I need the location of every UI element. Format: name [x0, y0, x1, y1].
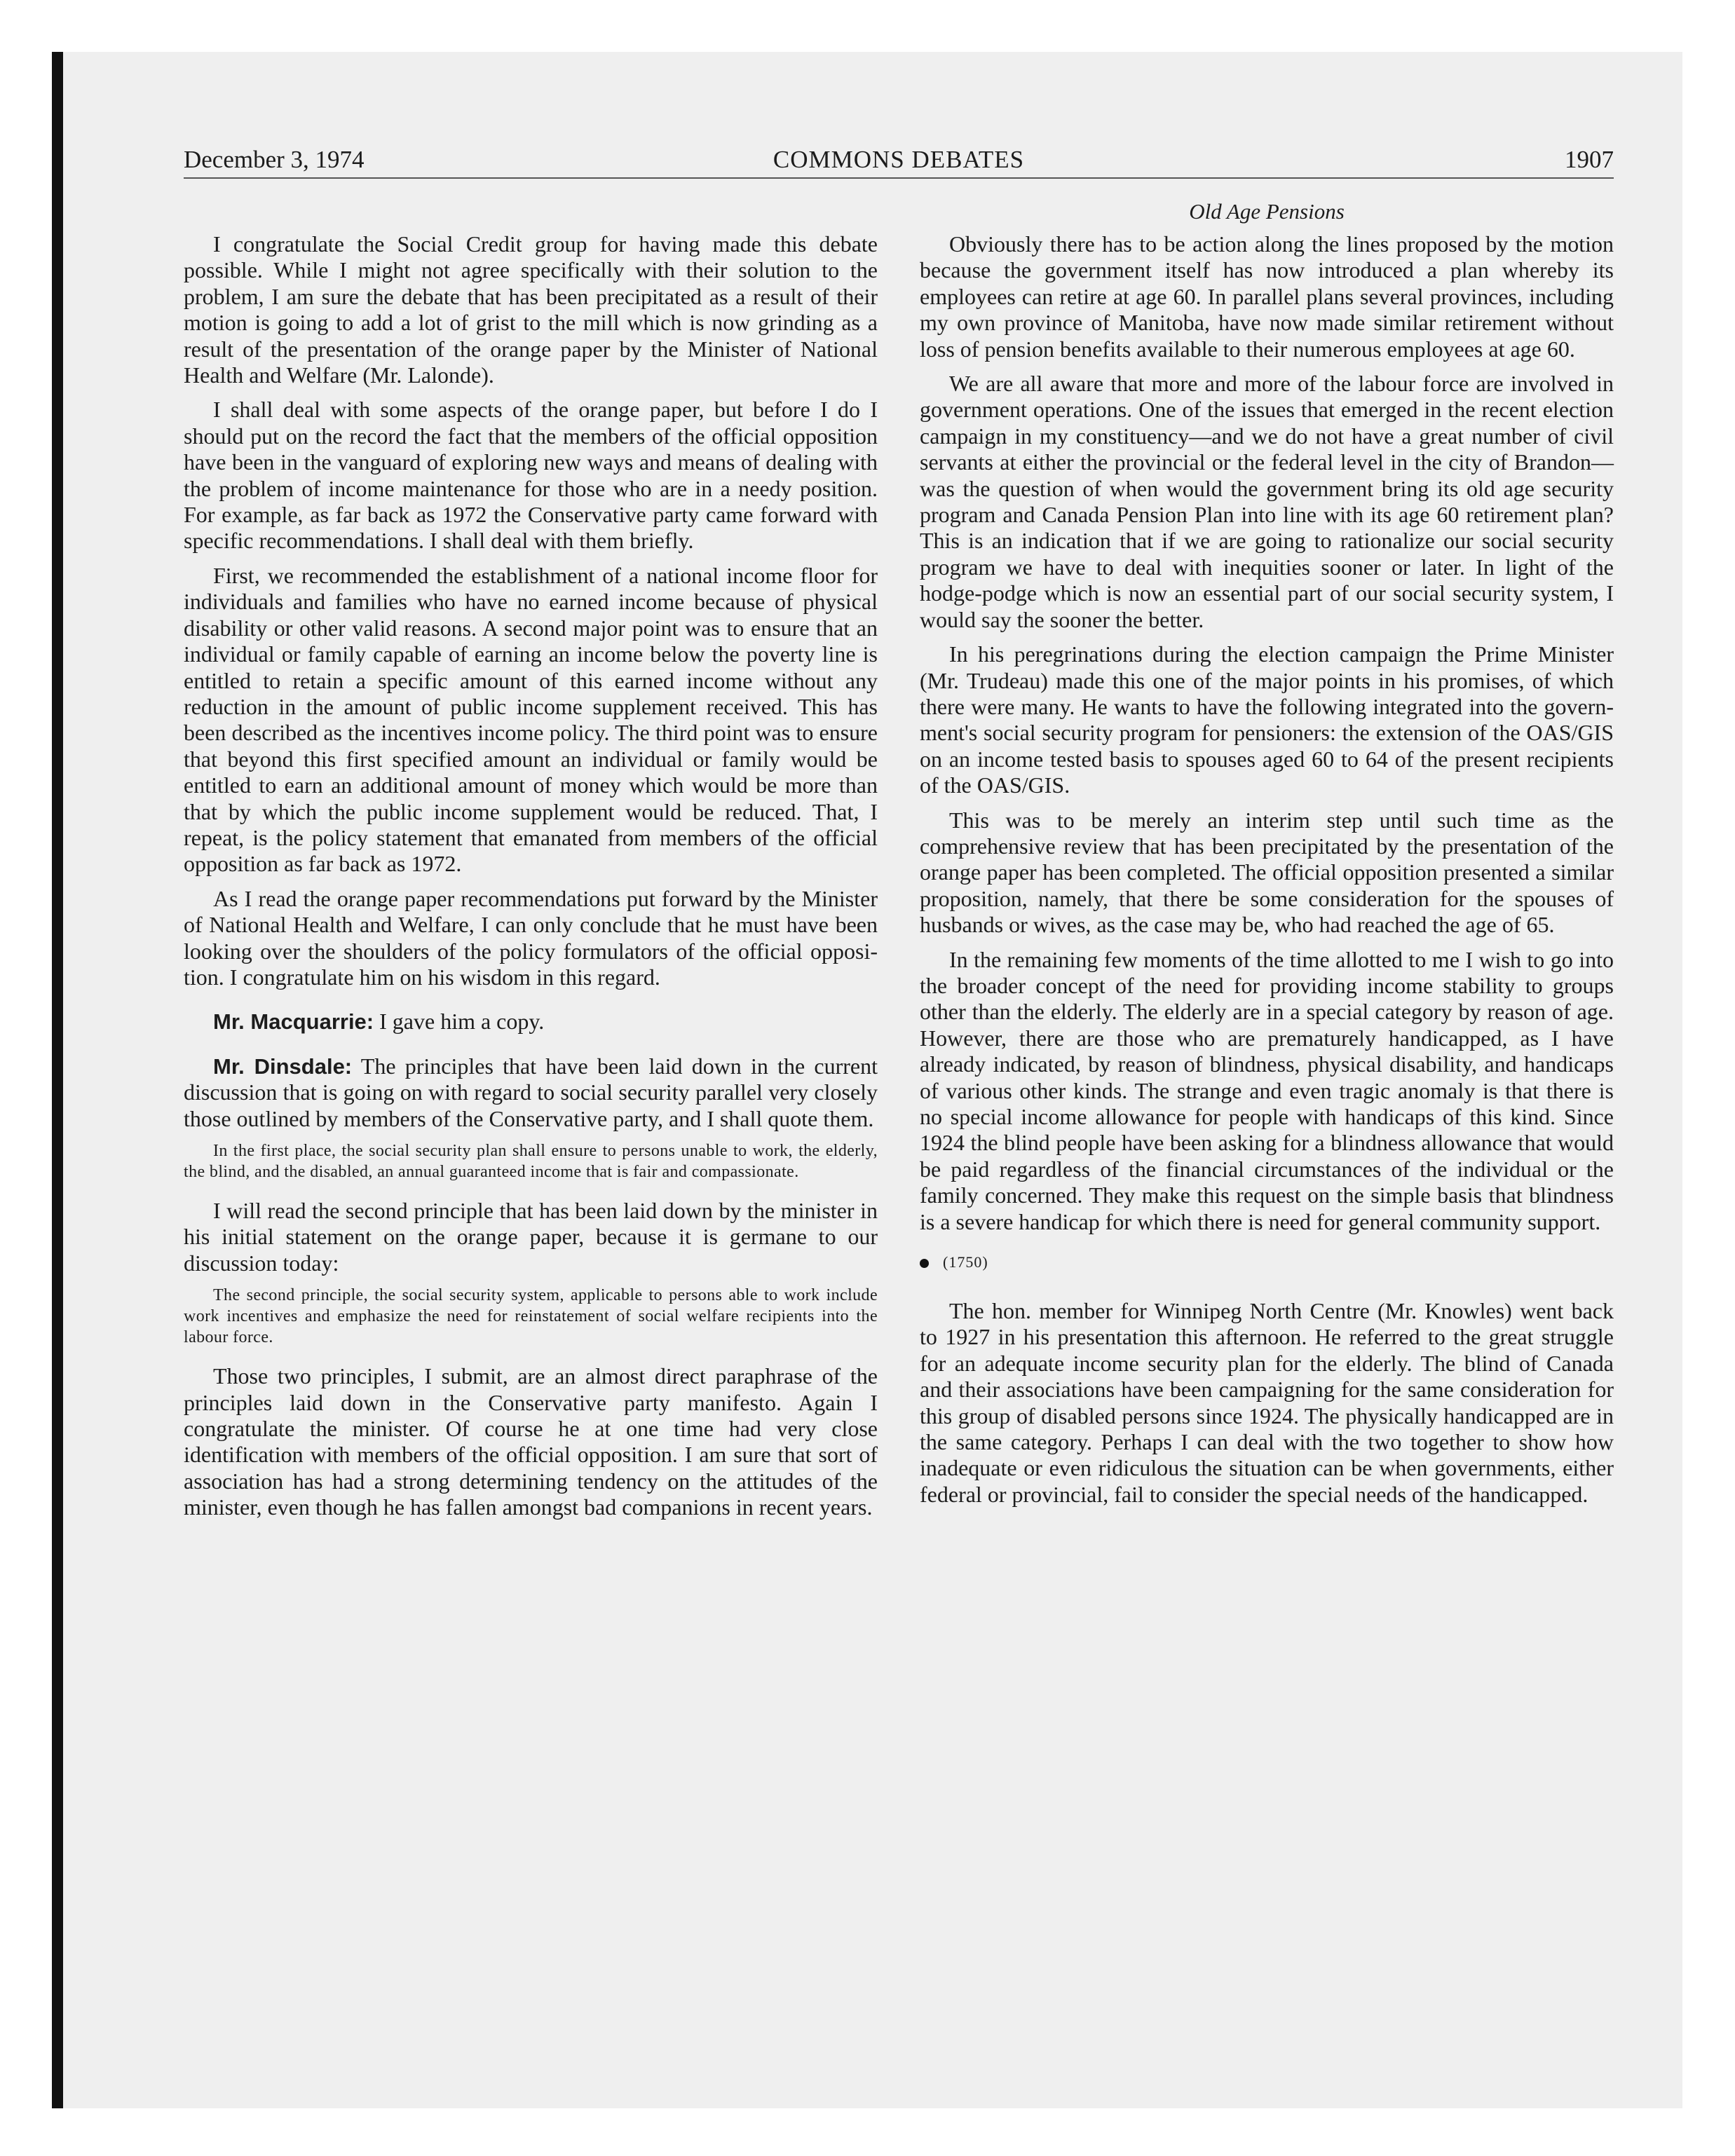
header-rule — [184, 177, 1614, 179]
time-stamp-text: (1750) — [943, 1253, 988, 1271]
speaker-name: Mr. Dinsdale: — [213, 1053, 353, 1079]
paragraph: We are all aware that more and more of the labour force are involved in government operations. One of the issues that emerged in the recent election campaign in my constituency—and we do not have a great number of civil servants at either the provincial or the federal level in the city of Brandon—was the question of when would the government bring its old age security program and Canada Pension Plan into line with its age 60 retirement plan? This is an indication that if we are going to rationalize our social security program we have to deal with inequities sooner or later. In light of the hodge-podge which is now an essential part of our social security system, I would say the sooner the better. — [920, 371, 1614, 632]
paragraph: I congratulate the Social Credit group for having made this debate possible. While I might not agree specifically with their solution to the problem, I am sure the debate that has been precipitated as a result of their motion is going to add a lot of grist to the mill which is now grinding as a result of the presentation of the orange paper by the Minister of National Health and Welfare (Mr. Lalonde). — [184, 231, 878, 388]
paragraph: Obviously there has to be action along the lines proposed by the motion because the government itself has now introduced a plan whereby its employees can retire at age 60. In parallel plans several provinces, including my own province of Manitoba, have now made similar retirement without loss of pension benefits available to their numerous employees at age 60. — [920, 231, 1614, 362]
page-number: 1907 — [1565, 146, 1614, 173]
paragraph: I shall deal with some aspects of the orange paper, but before I do I should put on the record the fact that the members of the official opposition have been in the vanguard of exploring new ways and means of dealing with the problem of income maintenance for those who are in a needy position. For example, as far back as 1972 the Conservative party came forward with specific recommendations. I shall deal with them briefly. — [184, 397, 878, 554]
paragraph: Those two principles, I submit, are an almost direct paraphrase of the principles laid down in the Conservative party manifesto. Again I congratulate the minister. Of course he at one time had very close identification with members of the official opposition. I am sure that sort of association has had a strong determining tendency on the attitudes of the minister, even though he has fallen amongst bad companions in recent years. — [184, 1363, 878, 1520]
bullet-icon — [920, 1259, 929, 1268]
speech-dinsdale — [184, 1053, 878, 1132]
paragraph: This was to be merely an interim step until such time as the comprehensive review that has been precipitated by the presentation of the orange paper has been completed. The official opposition presented a similar proposition, namely, that there be some consideration for the spouses of husbands or wives, as the case may be, who had reached the age of 65. — [920, 807, 1614, 938]
right-column — [920, 231, 1614, 1516]
paragraph: The hon. member for Winnipeg North Centre (Mr. Knowles) went back to 1927 in his presentation this afternoon. He referred to the great struggle for an adequate income security plan for the elderly. The blind of Canada and their associations have been campaigning for the same consideration for this group of disabled persons since 1924. The physically handicapped are in the same category. Perhaps I can deal with the two together to show how inadequate or even ridiculous the situation can be when governments, either federal or provincial, fail to consider the special needs of the handicapped. — [920, 1298, 1614, 1507]
speech-text: The principles that have been laid down in the current discussion that is going on with regard to social security parallel very closely those outlined by members of the Conservative party, and I shall quote them. — [184, 1053, 878, 1131]
header-title: COMMONS DEBATES — [773, 146, 1025, 173]
paragraph: I will read the second principle that has been laid down by the minister in his initial statement on the orange paper, because it is germane to our discussion today: — [184, 1198, 878, 1276]
header-date: December 3, 1974 — [184, 146, 365, 173]
running-head: Old Age Pensions — [1189, 199, 1345, 224]
page-header — [184, 143, 1614, 177]
quotation: The second principle, the social security system, applicable to persons able to work include work incentives and emphasize the need for reinstatement of social welfare recipients into the labour force. — [184, 1286, 878, 1347]
quotation: In the first place, the social security plan shall ensure to persons unable to work, the elderly, the blind, and the disabled, an annual guaranteed income that is fair and compassionate. — [184, 1142, 878, 1181]
paragraph: First, we recommended the establishment of a national income floor for individuals and families who have no earned income because of physical disability or other valid reasons. A second major point was to ensure that an individual or family capable of earning an income below the poverty line is entitled to retain a specific amount of this earned income without any reduction in the amount of public income supplement received. This has been described as the incentives income policy. The third point was to ensure that beyond this first specified amount an individual or family would be entitled to earn an additional amount of money which would be more than that by which the public income supplement would be reduced. That, I repeat, is the policy statement that emanated from members of the official opposition as far back as 1972. — [184, 562, 878, 877]
left-column — [184, 231, 878, 1529]
paragraph: In the remaining few moments of the time allotted to me I wish to go into the broader concept of the need for providing income stability to groups other than the elderly. The elderly are in a special category by reason of age. However, there are those who are prematurely handicapped, as I have already indicated, by reason of blindness, physical disability, and handicaps of various other kinds. The strange and even tragic anomaly is that there is no special income allowance for people with handicaps of this kind. Since 1924 the blind people have been asking for a blindness allowance that would be paid regardless of the financial circumstances of the individual or the family concerned. They make this request on the simple basis that blindness is a severe handicap for which there is need for general community support. — [920, 946, 1614, 1234]
time-stamp — [920, 1252, 1614, 1273]
speech-text: I gave him a copy. — [379, 1009, 545, 1035]
speech-macquarrie — [184, 1009, 878, 1035]
binding-edge — [52, 52, 63, 2108]
speaker-name: Mr. Macquarrie: — [213, 1009, 374, 1035]
paragraph: In his peregrinations during the election campaign the Prime Minister (Mr. Trudeau) made this one of the major points in his promises, of which there were many. He wants to have the following integrated into the government's social security program for pensioners: the extension of the OAS/GIS on an income tested basis to spouses aged 60 to 64 of the present recipients of the OAS/GIS. — [920, 641, 1614, 798]
paragraph: As I read the orange paper recommendations put forward by the Minister of National Health and Welfare, I can only conclude that he must have been looking over the shoulders of the policy formulators of the official opposition. I congratulate him on his wisdom in this regard. — [184, 885, 878, 990]
